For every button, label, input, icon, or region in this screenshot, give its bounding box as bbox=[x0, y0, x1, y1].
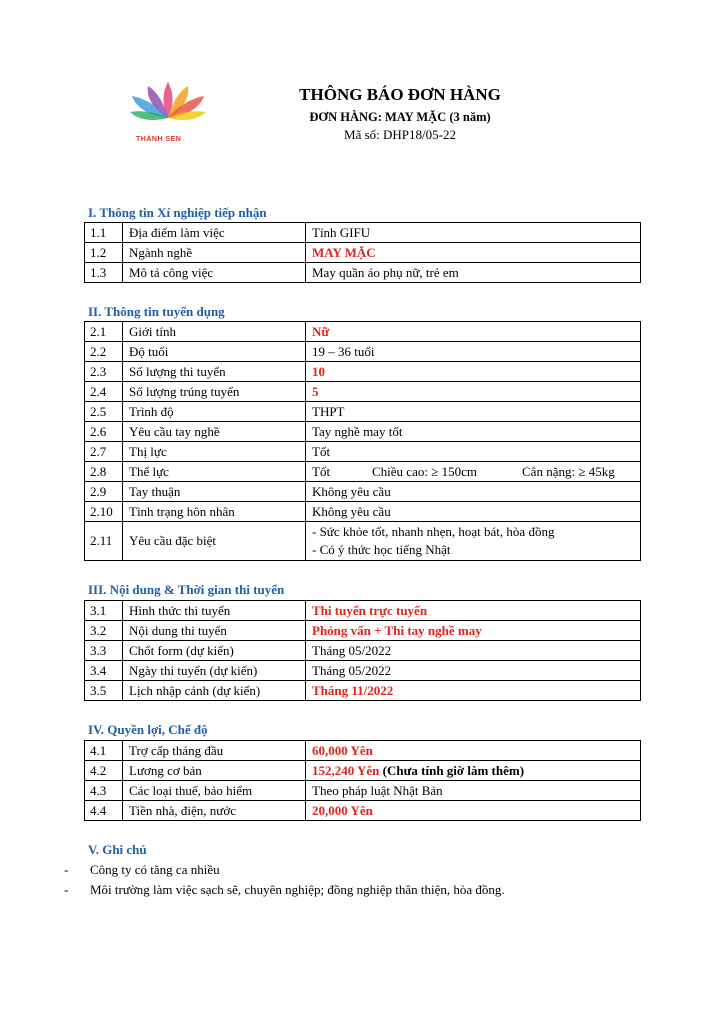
table-row bbox=[85, 522, 641, 561]
special-requirement-line: - Sức khỏe tốt, nhanh nhẹn, hoạt bát, hòa đồng bbox=[312, 524, 555, 539]
row-number: 2.5 bbox=[85, 402, 123, 422]
page-title: THÔNG BÁO ĐƠN HÀNG bbox=[299, 85, 501, 104]
row-label: Các loại thuế, bảo hiểm bbox=[123, 781, 306, 801]
row-label: Yêu cầu đặc biệt bbox=[123, 522, 306, 561]
row-label: Thị lực bbox=[123, 442, 306, 462]
table-row bbox=[85, 342, 641, 362]
row-label: Tay thuận bbox=[123, 482, 306, 502]
row-number: 1.2 bbox=[85, 243, 123, 263]
row-value: 5 bbox=[306, 382, 641, 402]
notes-list bbox=[64, 860, 505, 900]
special-requirement-line: - Có ý thức học tiếng Nhật bbox=[312, 542, 451, 557]
logo-text: THÀNH SEN bbox=[136, 136, 182, 143]
table-row bbox=[85, 462, 641, 482]
row-value bbox=[306, 522, 641, 561]
row-label: Số lượng thi tuyển bbox=[123, 362, 306, 382]
row-value: 10 bbox=[306, 362, 641, 382]
row-value: 19 – 36 tuổi bbox=[306, 342, 641, 362]
row-number: 3.1 bbox=[85, 601, 123, 621]
row-label: Tiền nhà, điện, nước bbox=[123, 801, 306, 821]
table-row bbox=[85, 442, 641, 462]
table-row bbox=[85, 641, 641, 661]
row-label: Lương cơ bản bbox=[123, 761, 306, 781]
row-value bbox=[306, 462, 641, 482]
row-value: Không yêu cầu bbox=[306, 502, 641, 522]
table-row bbox=[85, 681, 641, 701]
row-number: 2.11 bbox=[85, 522, 123, 561]
table-row bbox=[85, 362, 641, 382]
row-value: 60,000 Yên bbox=[306, 741, 641, 761]
row-number: 3.5 bbox=[85, 681, 123, 701]
row-value: THPT bbox=[306, 402, 641, 422]
row-label: Chốt form (dự kiến) bbox=[123, 641, 306, 661]
list-dash: - bbox=[64, 862, 69, 877]
weight-requirement: Cân nặng: ≥ 45kg bbox=[522, 463, 615, 479]
row-label: Độ tuổi bbox=[123, 342, 306, 362]
row-number: 2.2 bbox=[85, 342, 123, 362]
order-code: Mã số: DHP18/05-22 bbox=[344, 127, 456, 142]
table-row bbox=[85, 263, 641, 283]
list-dash: - bbox=[64, 882, 69, 897]
row-label: Trình độ bbox=[123, 402, 306, 422]
row-number: 2.10 bbox=[85, 502, 123, 522]
table-row bbox=[85, 502, 641, 522]
row-number: 2.1 bbox=[85, 322, 123, 342]
section-title-3: III. Nội dung & Thời gian thi tuyển bbox=[88, 582, 285, 597]
row-label: Nội dung thi tuyển bbox=[123, 621, 306, 641]
row-number: 4.2 bbox=[85, 761, 123, 781]
table-recruitment-info bbox=[84, 321, 641, 561]
table-row bbox=[85, 422, 641, 442]
row-number: 2.7 bbox=[85, 442, 123, 462]
row-number: 2.8 bbox=[85, 462, 123, 482]
document-header bbox=[230, 84, 570, 144]
table-benefits bbox=[84, 740, 641, 821]
row-value: Tháng 11/2022 bbox=[306, 681, 641, 701]
row-value: Không yêu cầu bbox=[306, 482, 641, 502]
row-number: 3.2 bbox=[85, 621, 123, 641]
row-label: Hình thức thi tuyển bbox=[123, 601, 306, 621]
section-title-2: II. Thông tin tuyển dụng bbox=[88, 304, 225, 319]
height-requirement: Chiều cao: ≥ 150cm bbox=[372, 463, 477, 479]
row-number: 4.4 bbox=[85, 801, 123, 821]
row-value: Tốt bbox=[306, 442, 641, 462]
table-row bbox=[85, 601, 641, 621]
row-label: Mô tả công việc bbox=[123, 263, 306, 283]
row-value: Phỏng vấn + Thi tay nghề may bbox=[306, 621, 641, 641]
row-number: 1.1 bbox=[85, 223, 123, 243]
table-row bbox=[85, 322, 641, 342]
row-label: Địa điểm làm việc bbox=[123, 223, 306, 243]
row-label: Yêu cầu tay nghề bbox=[123, 422, 306, 442]
note-text: Môi trường làm việc sạch sẽ, chuyên nghiệp; đồng nghiệp thân thiện, hòa đồng. bbox=[90, 882, 505, 897]
list-item bbox=[64, 880, 505, 900]
table-row bbox=[85, 661, 641, 681]
table-company-info bbox=[84, 222, 641, 283]
row-number: 1.3 bbox=[85, 263, 123, 283]
list-item bbox=[64, 860, 505, 880]
row-number: 2.3 bbox=[85, 362, 123, 382]
row-value: 20,000 Yên bbox=[306, 801, 641, 821]
physique-value: Tốt bbox=[312, 463, 331, 479]
salary-note: (Chưa tính giờ làm thêm) bbox=[382, 762, 525, 778]
table-row bbox=[85, 402, 641, 422]
row-label: Ngành nghề bbox=[123, 243, 306, 263]
row-number: 2.4 bbox=[85, 382, 123, 402]
row-value: May quần áo phụ nữ, trẻ em bbox=[306, 263, 641, 283]
row-number: 2.9 bbox=[85, 482, 123, 502]
row-value: Tháng 05/2022 bbox=[306, 661, 641, 681]
row-number: 4.1 bbox=[85, 741, 123, 761]
row-number: 4.3 bbox=[85, 781, 123, 801]
row-number: 3.3 bbox=[85, 641, 123, 661]
row-label: Ngày thi tuyển (dự kiến) bbox=[123, 661, 306, 681]
row-number: 3.4 bbox=[85, 661, 123, 681]
row-label: Thể lực bbox=[123, 462, 306, 482]
table-row bbox=[85, 223, 641, 243]
row-value: Tháng 05/2022 bbox=[306, 641, 641, 661]
table-row bbox=[85, 781, 641, 801]
row-label: Trợ cấp tháng đầu bbox=[123, 741, 306, 761]
row-label: Lịch nhập cảnh (dự kiến) bbox=[123, 681, 306, 701]
row-label: Số lượng trúng tuyển bbox=[123, 382, 306, 402]
salary-value: 152,240 Yên bbox=[312, 762, 380, 778]
row-value: Nữ bbox=[306, 322, 641, 342]
table-row bbox=[85, 243, 641, 263]
note-text: Công ty có tăng ca nhiều bbox=[90, 862, 220, 877]
row-value: Tỉnh GIFU bbox=[306, 223, 641, 243]
section-title-5: V. Ghi chú bbox=[88, 842, 147, 857]
row-value: Theo pháp luật Nhật Bản bbox=[306, 781, 641, 801]
table-row bbox=[85, 801, 641, 821]
row-label: Giới tính bbox=[123, 322, 306, 342]
table-row bbox=[85, 761, 641, 781]
section-title-4: IV. Quyền lợi, Chế độ bbox=[88, 722, 208, 737]
row-value: Thi tuyển trực tuyến bbox=[306, 601, 641, 621]
table-row bbox=[85, 741, 641, 761]
row-value bbox=[306, 761, 641, 781]
table-row bbox=[85, 621, 641, 641]
row-value: MAY MẶC bbox=[306, 243, 641, 263]
row-number: 2.6 bbox=[85, 422, 123, 442]
table-row bbox=[85, 482, 641, 502]
row-value: Tay nghề may tốt bbox=[306, 422, 641, 442]
page-subtitle: ĐƠN HÀNG: MAY MẶC (3 năm) bbox=[309, 110, 491, 124]
section-title-1: I. Thông tin Xí nghiệp tiếp nhận bbox=[88, 205, 267, 220]
row-label: Tình trạng hôn nhân bbox=[123, 502, 306, 522]
table-row bbox=[85, 382, 641, 402]
table-exam-schedule bbox=[84, 600, 641, 701]
